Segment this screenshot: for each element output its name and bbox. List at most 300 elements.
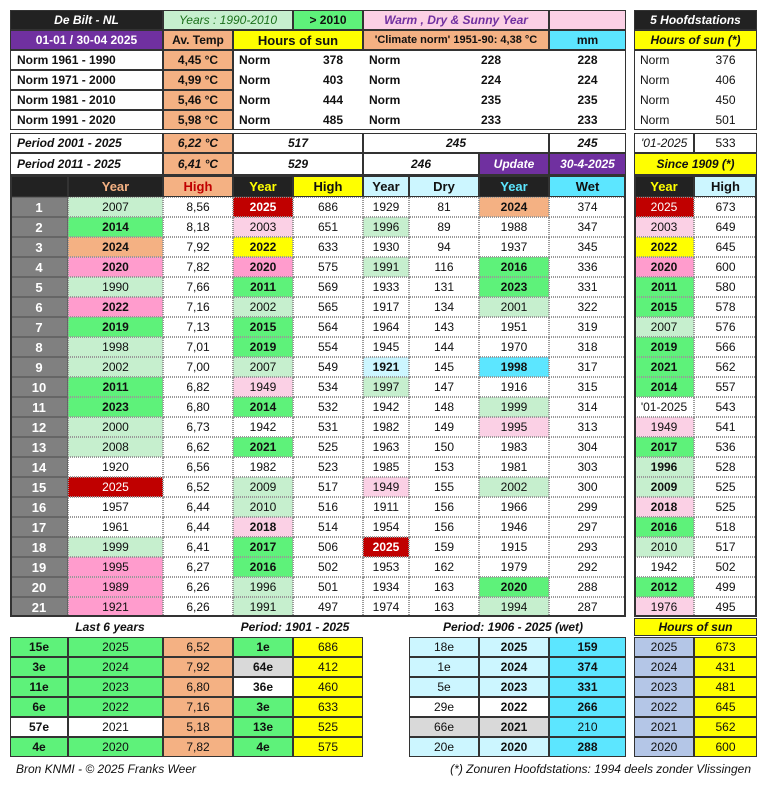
dry-year: 1996 xyxy=(363,217,409,237)
temp-value: 6,26 xyxy=(163,577,233,597)
bottom-wet-year: 2021 xyxy=(479,717,549,737)
temp-value: 6,73 xyxy=(163,417,233,437)
temp-value: 6,82 xyxy=(163,377,233,397)
temp-year: 1998 xyxy=(68,337,163,357)
station-value: 528 xyxy=(694,457,757,477)
legend-years: Years : 1990-2010 xyxy=(163,10,293,30)
bottom-station-year: 2023 xyxy=(634,677,694,697)
temp-value: 7,92 xyxy=(163,237,233,257)
sun-year: 1949 xyxy=(233,377,293,397)
bottom-sun: 686 xyxy=(293,637,363,657)
station-value: 518 xyxy=(694,517,757,537)
bottom-sun: 633 xyxy=(293,697,363,717)
wet-year: 1981 xyxy=(479,457,549,477)
temp-rank: 6e xyxy=(10,697,68,717)
dry-year: 1953 xyxy=(363,557,409,577)
norm-st-label: Norm xyxy=(640,93,670,107)
wet-year: 2002 xyxy=(479,477,549,497)
temp-year: 2020 xyxy=(68,257,163,277)
temp-rank: 11e xyxy=(10,677,68,697)
station-year: 2011 xyxy=(634,277,694,297)
sun-value: 516 xyxy=(293,497,363,517)
temp-value: 7,66 xyxy=(163,277,233,297)
station-year: 1942 xyxy=(634,557,694,577)
sun-year: 2003 xyxy=(233,217,293,237)
rank-number: 14 xyxy=(10,457,68,477)
dry-year: 1991 xyxy=(363,257,409,277)
bottom-stations-label: Hours of sun xyxy=(634,618,757,636)
wet-value: 303 xyxy=(549,457,626,477)
sun-value: 531 xyxy=(293,417,363,437)
station-year: 2003 xyxy=(634,217,694,237)
wet-year: 1970 xyxy=(479,337,549,357)
dry-year: 1911 xyxy=(363,497,409,517)
sun-year: 1982 xyxy=(233,457,293,477)
sun-rank: 3e xyxy=(233,697,293,717)
temp-year: 2025 xyxy=(68,477,163,497)
temp-year: 2011 xyxy=(68,377,163,397)
station-value: 525 xyxy=(694,477,757,497)
bottom-sun: 460 xyxy=(293,677,363,697)
temp-year: 2023 xyxy=(68,397,163,417)
rank-number: 17 xyxy=(10,517,68,537)
wet-year: 1951 xyxy=(479,317,549,337)
sun-value: 564 xyxy=(293,317,363,337)
temp-year: 2022 xyxy=(68,297,163,317)
rank-number: 11 xyxy=(10,397,68,417)
station-value: 580 xyxy=(694,277,757,297)
norm-wet: 235 xyxy=(577,93,598,107)
wet-value: 322 xyxy=(549,297,626,317)
bottom-wet: 210 xyxy=(549,717,626,737)
wet-year-header: Year xyxy=(479,175,549,197)
norm-st-label: Norm xyxy=(640,113,670,127)
sun-year: 2021 xyxy=(233,437,293,457)
station-year: 1949 xyxy=(634,417,694,437)
rank-number: 10 xyxy=(10,377,68,397)
legend-after: > 2010 xyxy=(293,10,363,30)
wet-rank: 1e xyxy=(409,657,479,677)
norm-wet: 228 xyxy=(577,53,598,67)
wet-value: 304 xyxy=(549,437,626,457)
temp-year: 2019 xyxy=(68,317,163,337)
rank-number: 2 xyxy=(10,217,68,237)
period-temp: 6,41 °C xyxy=(163,153,233,175)
temp-value: 6,56 xyxy=(163,457,233,477)
temp-rank: 4e xyxy=(10,737,68,757)
temp-value: 6,62 xyxy=(163,437,233,457)
rank-number: 7 xyxy=(10,317,68,337)
temp-value: 6,27 xyxy=(163,557,233,577)
dry-value: 155 xyxy=(409,477,479,497)
temp-value: 6,41 xyxy=(163,537,233,557)
dry-year-header: Year xyxy=(363,175,409,197)
dry-year: 1929 xyxy=(363,197,409,217)
norm-label: Norm 1961 - 1990 xyxy=(10,50,163,70)
period-wet: 245 xyxy=(549,133,626,153)
sun-rank: 36e xyxy=(233,677,293,697)
dry-year: 1963 xyxy=(363,437,409,457)
norm-wet: 233 xyxy=(577,113,598,127)
period-sun: 529 xyxy=(233,153,363,175)
station-year: 1996 xyxy=(634,457,694,477)
norm-dry: 235 xyxy=(480,93,502,107)
dry-year: 1982 xyxy=(363,417,409,437)
rank-number: 16 xyxy=(10,497,68,517)
sun-value: 686 xyxy=(293,197,363,217)
station-year: 2020 xyxy=(634,257,694,277)
source-note: Bron KNMI - © 2025 Franks Weer xyxy=(16,762,197,776)
mm-label: mm xyxy=(549,30,626,50)
station-year: 2014 xyxy=(634,377,694,397)
bottom-temp: 5,18 xyxy=(163,717,233,737)
sun-year: 2009 xyxy=(233,477,293,497)
bottom-wet: 266 xyxy=(549,697,626,717)
wet-value: 318 xyxy=(549,337,626,357)
station-value: 517 xyxy=(694,537,757,557)
wet-year: 1937 xyxy=(479,237,549,257)
sun-value: 506 xyxy=(293,537,363,557)
temp-year: 2008 xyxy=(68,437,163,457)
sun-year: 1991 xyxy=(233,597,293,617)
sun-year: 2016 xyxy=(233,557,293,577)
wet-value: 297 xyxy=(549,517,626,537)
wet-value: 317 xyxy=(549,357,626,377)
temp-high-header: High xyxy=(163,175,233,197)
bottom-sun: 525 xyxy=(293,717,363,737)
dry-year: 1934 xyxy=(363,577,409,597)
bottom-year: 2021 xyxy=(68,717,163,737)
sun-year-header: Year xyxy=(233,175,293,197)
wet-value: 336 xyxy=(549,257,626,277)
wet-value: 345 xyxy=(549,237,626,257)
bottom-station-value: 645 xyxy=(694,697,757,717)
sun-value: 517 xyxy=(293,477,363,497)
dry-value: 153 xyxy=(409,457,479,477)
wet-rank: 5e xyxy=(409,677,479,697)
dry-year: 1945 xyxy=(363,337,409,357)
rank-number: 21 xyxy=(10,597,68,617)
norm-label: Norm 1981 - 2010 xyxy=(10,90,163,110)
norm-sun: 403 xyxy=(322,73,344,87)
norm-st-label: Norm xyxy=(640,73,670,87)
legend-warm: Warm , Dry & Sunny Year xyxy=(363,10,549,30)
norm-temp: 4,99 °C xyxy=(163,70,233,90)
temp-value: 7,00 xyxy=(163,357,233,377)
temp-year: 2014 xyxy=(68,217,163,237)
station-year: 2010 xyxy=(634,537,694,557)
station-year: 2021 xyxy=(634,357,694,377)
temp-year: 1989 xyxy=(68,577,163,597)
sun-year: 2019 xyxy=(233,337,293,357)
norm-sun-label: Norm xyxy=(239,113,271,127)
sun-year: 2011 xyxy=(233,277,293,297)
wet-rank: 66e xyxy=(409,717,479,737)
dry-value: 81 xyxy=(409,197,479,217)
dry-year: 1917 xyxy=(363,297,409,317)
wet-value: 287 xyxy=(549,597,626,617)
station-value: 649 xyxy=(694,217,757,237)
station-year: 2017 xyxy=(634,437,694,457)
dry-value: 163 xyxy=(409,577,479,597)
rank-number: 4 xyxy=(10,257,68,277)
dry-value: 116 xyxy=(409,257,479,277)
norm-temp: 4,45 °C xyxy=(163,50,233,70)
rank-number: 19 xyxy=(10,557,68,577)
wet-year: 1983 xyxy=(479,437,549,457)
temp-year: 1990 xyxy=(68,277,163,297)
bottom-station-value: 481 xyxy=(694,677,757,697)
bottom-station-value: 562 xyxy=(694,717,757,737)
wet-year: 1916 xyxy=(479,377,549,397)
bottom-temp: 6,52 xyxy=(163,637,233,657)
footnote: (*) Zonuren Hoofdstations: 1994 deels zonder Vlissingen xyxy=(450,762,751,776)
bottom-year: 2020 xyxy=(68,737,163,757)
wet-rank: 29e xyxy=(409,697,479,717)
bottom-station-value: 431 xyxy=(694,657,757,677)
bottom-station-year: 2022 xyxy=(634,697,694,717)
sun-year: 2025 xyxy=(233,197,293,217)
st-year-header: Year xyxy=(634,175,694,197)
norm-dry: 228 xyxy=(480,53,502,67)
norm-label: Norm 1991 - 2020 xyxy=(10,110,163,130)
wet-value: 300 xyxy=(549,477,626,497)
dry-year: 1949 xyxy=(363,477,409,497)
rank-number: 20 xyxy=(10,577,68,597)
station-value: 566 xyxy=(694,337,757,357)
temp-year: 1995 xyxy=(68,557,163,577)
sun-year: 1996 xyxy=(233,577,293,597)
sun-value: 651 xyxy=(293,217,363,237)
station-title: De Bilt - NL xyxy=(10,10,163,30)
dry-year: 1964 xyxy=(363,317,409,337)
wet-year: 2023 xyxy=(479,277,549,297)
sun-value: 633 xyxy=(293,237,363,257)
bottom-wet-year: 2020 xyxy=(479,737,549,757)
station-value: 541 xyxy=(694,417,757,437)
period-st-label: '01-2025 xyxy=(634,133,694,153)
wet-value: 288 xyxy=(549,577,626,597)
wet-year: 1998 xyxy=(479,357,549,377)
temp-rank: 15e xyxy=(10,637,68,657)
rank-number: 15 xyxy=(10,477,68,497)
norm-sun-label: Norm xyxy=(239,53,271,67)
station-value: 576 xyxy=(694,317,757,337)
norm-sun: 444 xyxy=(322,93,344,107)
norm-dry: 233 xyxy=(480,113,502,127)
wet-value: 374 xyxy=(549,197,626,217)
station-value: 600 xyxy=(694,257,757,277)
wet-year: 1995 xyxy=(479,417,549,437)
temp-value: 7,82 xyxy=(163,257,233,277)
temp-value: 8,18 xyxy=(163,217,233,237)
stations-sun-label: Hours of sun (*) xyxy=(634,30,757,50)
norm-sun-label: Norm xyxy=(239,73,271,87)
norm-dry-label: Norm xyxy=(369,113,401,127)
sun-rank: 4e xyxy=(233,737,293,757)
sun-value: 532 xyxy=(293,397,363,417)
dry-value: 89 xyxy=(409,217,479,237)
rank-number: 5 xyxy=(10,277,68,297)
wet-header: Wet xyxy=(549,175,626,197)
sun-value: 497 xyxy=(293,597,363,617)
temp-year: 1921 xyxy=(68,597,163,617)
temp-value: 7,16 xyxy=(163,297,233,317)
bottom-temp: 7,16 xyxy=(163,697,233,717)
dry-value: 144 xyxy=(409,337,479,357)
norm-temp: 5,98 °C xyxy=(163,110,233,130)
sun-rank: 64e xyxy=(233,657,293,677)
station-value: 495 xyxy=(694,597,757,617)
station-value: 578 xyxy=(694,297,757,317)
station-year: 2022 xyxy=(634,237,694,257)
bottom-year: 2024 xyxy=(68,657,163,677)
temp-year: 2024 xyxy=(68,237,163,257)
temp-value: 7,01 xyxy=(163,337,233,357)
dry-year: 1974 xyxy=(363,597,409,617)
bottom-station-value: 600 xyxy=(694,737,757,757)
norm-sun: 485 xyxy=(322,113,344,127)
wet-year: 2016 xyxy=(479,257,549,277)
temp-rank: 3e xyxy=(10,657,68,677)
bottom-temp: 7,92 xyxy=(163,657,233,677)
wet-value: 293 xyxy=(549,537,626,557)
temp-year: 1961 xyxy=(68,517,163,537)
station-value: 645 xyxy=(694,237,757,257)
rank-number: 18 xyxy=(10,537,68,557)
sun-year: 2002 xyxy=(233,297,293,317)
wet-year: 2001 xyxy=(479,297,549,317)
norm-st: 450 xyxy=(715,93,736,107)
dry-year: 1985 xyxy=(363,457,409,477)
temp-year: 2007 xyxy=(68,197,163,217)
bottom-wet: 288 xyxy=(549,737,626,757)
station-value: 562 xyxy=(694,357,757,377)
temp-value: 6,44 xyxy=(163,497,233,517)
dry-value: 149 xyxy=(409,417,479,437)
bottom-wet: 374 xyxy=(549,657,626,677)
station-year: '01-2025 xyxy=(634,397,694,417)
dry-year: 2025 xyxy=(363,537,409,557)
dry-value: 163 xyxy=(409,597,479,617)
legend-warm-fill xyxy=(549,10,626,30)
temp-value: 6,80 xyxy=(163,397,233,417)
station-value: 499 xyxy=(694,577,757,597)
sun-value: 575 xyxy=(293,257,363,277)
sun-value: 565 xyxy=(293,297,363,317)
temp-rank: 57e xyxy=(10,717,68,737)
dry-value: 143 xyxy=(409,317,479,337)
station-year: 2019 xyxy=(634,337,694,357)
period-sun: 517 xyxy=(233,133,363,153)
norm-dry: 224 xyxy=(480,73,502,87)
dry-value: 145 xyxy=(409,357,479,377)
bottom-wet-year: 2023 xyxy=(479,677,549,697)
norm-label: Norm 1971 - 2000 xyxy=(10,70,163,90)
rank-number: 13 xyxy=(10,437,68,457)
temp-year: 1957 xyxy=(68,497,163,517)
station-year: 1976 xyxy=(634,597,694,617)
sun-year: 2015 xyxy=(233,317,293,337)
wet-year: 1979 xyxy=(479,557,549,577)
dry-header: Dry xyxy=(409,175,479,197)
station-value: 673 xyxy=(694,197,757,217)
period-wet-label: Period: 1906 - 2025 (wet) xyxy=(442,620,584,634)
station-year: 2018 xyxy=(634,497,694,517)
norm-sun-label: Norm xyxy=(239,93,271,107)
sun-year: 1942 xyxy=(233,417,293,437)
stations-frame xyxy=(634,175,757,617)
bottom-wet: 159 xyxy=(549,637,626,657)
dry-value: 134 xyxy=(409,297,479,317)
wet-value: 313 xyxy=(549,417,626,437)
wet-year: 1966 xyxy=(479,497,549,517)
station-value: 557 xyxy=(694,377,757,397)
bottom-station-year: 2025 xyxy=(634,637,694,657)
sun-year: 2014 xyxy=(233,397,293,417)
bottom-year: 2025 xyxy=(68,637,163,657)
update-date: 30-4-2025 xyxy=(549,153,626,175)
period-label: Period 2011 - 2025 xyxy=(10,153,163,175)
norm-dry-label: Norm xyxy=(369,93,401,107)
wet-value: 299 xyxy=(549,497,626,517)
wet-rank: 18e xyxy=(409,637,479,657)
wet-value: 292 xyxy=(549,557,626,577)
rank-number: 8 xyxy=(10,337,68,357)
dry-value: 159 xyxy=(409,537,479,557)
period-label: Period 2001 - 2025 xyxy=(10,133,163,153)
temp-year: 2002 xyxy=(68,357,163,377)
sun-rank: 13e xyxy=(233,717,293,737)
wet-value: 314 xyxy=(549,397,626,417)
temp-value: 6,26 xyxy=(163,597,233,617)
rank-number: 6 xyxy=(10,297,68,317)
rank-number: 9 xyxy=(10,357,68,377)
wet-value: 315 xyxy=(549,377,626,397)
norm-sun: 378 xyxy=(322,53,344,67)
norm-wet: 224 xyxy=(577,73,598,87)
dry-year: 1942 xyxy=(363,397,409,417)
period-sun-label: Period: 1901 - 2025 xyxy=(240,620,350,634)
bottom-sun: 412 xyxy=(293,657,363,677)
since-label: Since 1909 (*) xyxy=(634,153,757,175)
last6-label: Last 6 years xyxy=(75,620,145,634)
period-st: 533 xyxy=(694,133,757,153)
temp-value: 7,13 xyxy=(163,317,233,337)
norm-dry-label: Norm xyxy=(369,53,401,67)
temp-year: 2000 xyxy=(68,417,163,437)
sun-year: 2018 xyxy=(233,517,293,537)
wet-value: 347 xyxy=(549,217,626,237)
temp-value: 6,52 xyxy=(163,477,233,497)
wet-value: 331 xyxy=(549,277,626,297)
norm-st: 406 xyxy=(715,73,736,87)
bottom-year: 2022 xyxy=(68,697,163,717)
station-year: 2015 xyxy=(634,297,694,317)
norm-st-label: Norm xyxy=(640,53,670,67)
sun-year: 2022 xyxy=(233,237,293,257)
sun-label: Hours of sun xyxy=(233,30,363,50)
sun-value: 502 xyxy=(293,557,363,577)
bottom-wet-year: 2022 xyxy=(479,697,549,717)
station-value: 502 xyxy=(694,557,757,577)
sun-rank: 1e xyxy=(233,637,293,657)
sun-value: 534 xyxy=(293,377,363,397)
station-year: 2007 xyxy=(634,317,694,337)
norms-st-frame xyxy=(634,50,757,130)
bottom-temp: 6,80 xyxy=(163,677,233,697)
station-year: 2025 xyxy=(634,197,694,217)
